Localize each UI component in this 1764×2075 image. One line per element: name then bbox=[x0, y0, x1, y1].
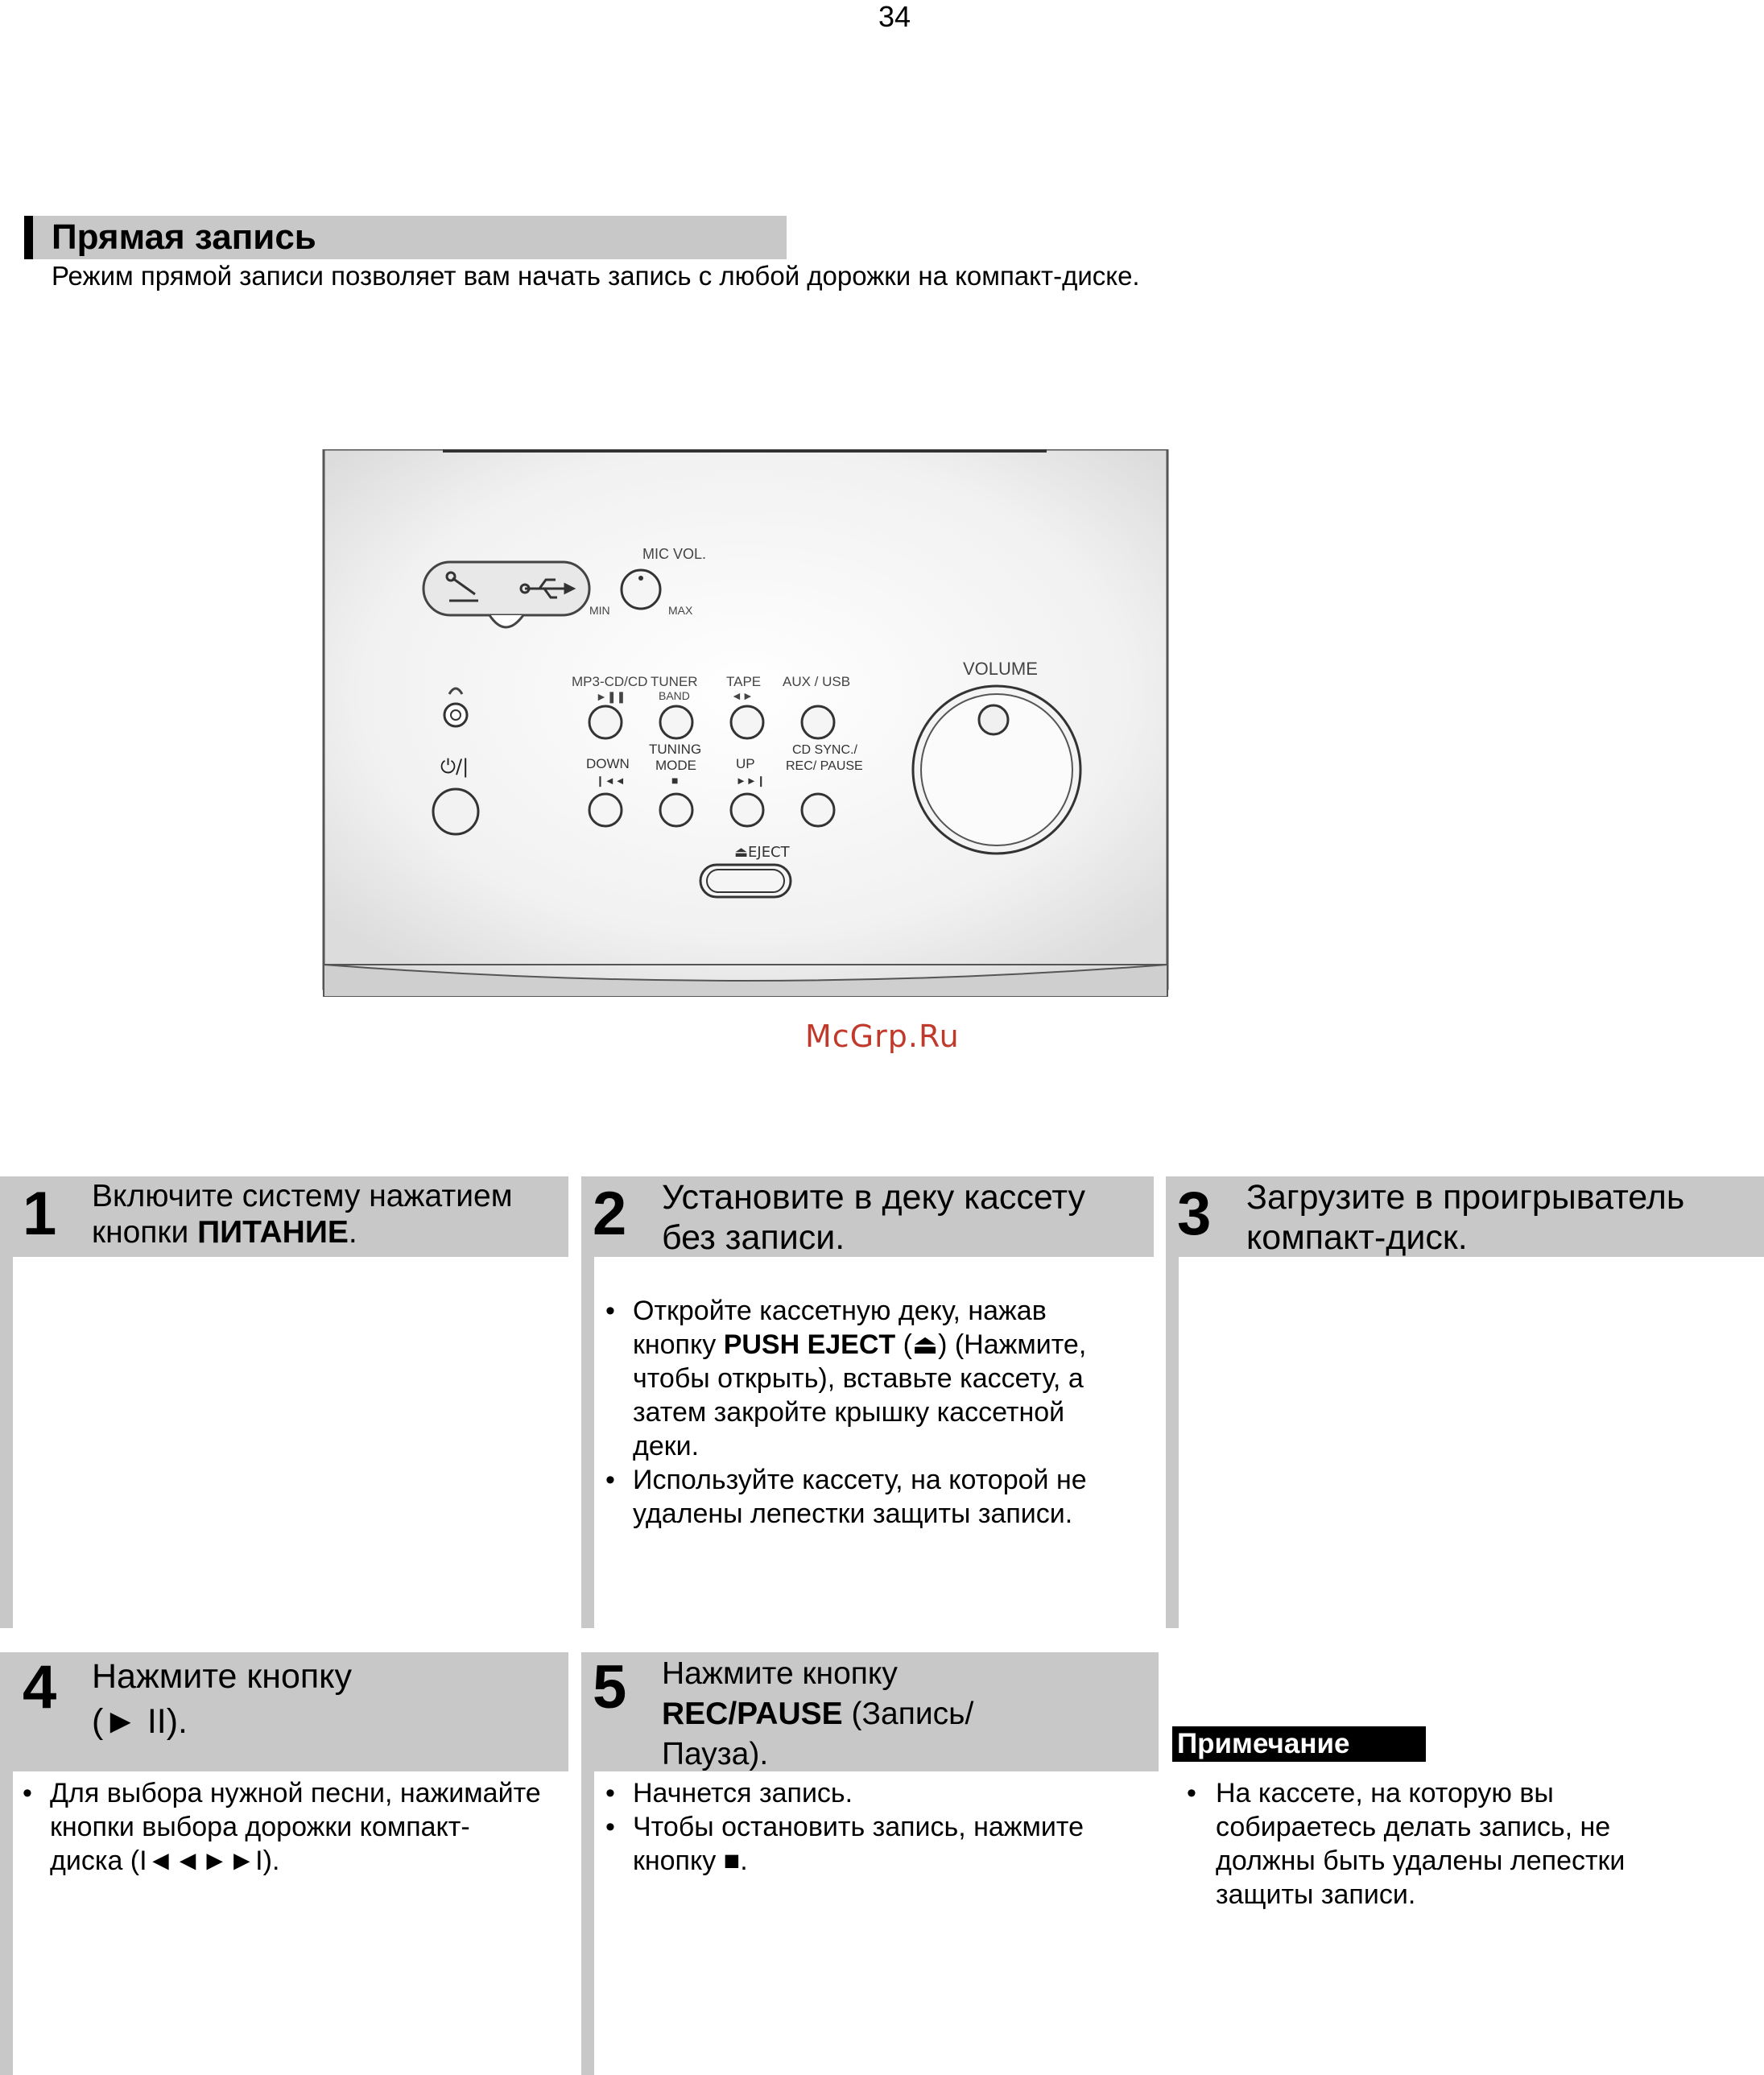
mic-vol-label: MIC VOL. bbox=[642, 546, 707, 562]
play-pause-icon: ►❚❚ bbox=[596, 690, 626, 703]
tape-button[interactable] bbox=[731, 706, 763, 738]
down-label: DOWN bbox=[586, 756, 630, 771]
cd-sync-label: CD SYNC./ bbox=[792, 743, 857, 757]
step-1-number: 1 bbox=[23, 1180, 57, 1248]
step-5-bullet-2: • Чтобы остановить запись, нажмите кнопку ■. bbox=[605, 1810, 1153, 1878]
rec-pause-label: REC/ PAUSE bbox=[786, 759, 863, 773]
eject-label: ⏏EJECT bbox=[734, 844, 790, 861]
tuning-mode-button[interactable] bbox=[660, 794, 692, 826]
section-title: Прямая запись bbox=[52, 217, 316, 257]
up-button[interactable] bbox=[731, 794, 763, 826]
stop-icon: ■ bbox=[671, 774, 679, 787]
tape-label: TAPE bbox=[726, 674, 762, 689]
skip-forward-icon: ►►❙ bbox=[736, 775, 766, 787]
step-2-bullets bbox=[605, 1294, 1153, 1531]
watermark-text: McGrp.Ru bbox=[805, 1019, 960, 1054]
step-3-side-bar bbox=[1166, 1257, 1179, 1628]
step-4-title: Нажмите кнопку (► II). bbox=[92, 1657, 352, 1741]
step-3-number: 3 bbox=[1177, 1180, 1212, 1248]
cd-sync-rec-pause-button[interactable] bbox=[802, 794, 834, 826]
mic-min-label: MIN bbox=[589, 604, 610, 617]
tuner-button[interactable] bbox=[660, 706, 692, 738]
note-label: Примечание bbox=[1172, 1726, 1426, 1762]
note-bullet-1: • На кассете, на которую вы собираетесь делать запись, не должны быть удалены лепестки защиты записи. bbox=[1187, 1776, 1750, 1912]
step-2-side-bar bbox=[581, 1257, 594, 1628]
page-number: 34 bbox=[878, 0, 911, 33]
down-button[interactable] bbox=[589, 794, 622, 826]
note-text bbox=[1187, 1776, 1750, 1912]
step-1-side-bar bbox=[0, 1257, 13, 1628]
step-4-bullet-1: • Для выбора нужной песни, нажимайте кнопки выбора дорожки компакт- диска (I◄◄►►I). bbox=[23, 1776, 570, 1878]
volume-label: VOLUME bbox=[963, 659, 1038, 679]
mic-max-label: MAX bbox=[668, 604, 693, 617]
step-2-title: Установите в деку кассету без записи. bbox=[662, 1178, 1086, 1257]
tuner-label: TUNER bbox=[651, 674, 698, 689]
mp3-cd-label: MP3-CD/CD bbox=[572, 674, 648, 689]
mp3-cd-button[interactable] bbox=[589, 706, 622, 738]
step-5-side-bar bbox=[581, 1771, 594, 2075]
mode-label: MODE bbox=[655, 758, 696, 773]
step-5-bullet-1: • Начнется запись. bbox=[605, 1776, 1153, 1810]
step-4-side-bar bbox=[0, 1771, 13, 2075]
step-5-bullets bbox=[605, 1776, 1153, 1878]
tuning-label: TUNING bbox=[649, 742, 702, 757]
step-4-number: 4 bbox=[23, 1653, 57, 1722]
section-title-marker bbox=[24, 216, 33, 259]
step-4-bullets bbox=[23, 1776, 570, 1878]
step-3-title: Загрузите в проигрыватель компакт-диск. bbox=[1246, 1178, 1685, 1257]
skip-back-icon: ❙◄◄ bbox=[596, 775, 626, 787]
step-5-number: 5 bbox=[593, 1653, 627, 1722]
step-5-title: Нажмите кнопку REC/PAUSE (Запись/ Пауза). bbox=[662, 1656, 974, 1771]
aux-usb-button[interactable] bbox=[802, 706, 834, 738]
step-1-title: Включите систему нажатием кнопки ПИТАНИЕ. bbox=[92, 1179, 513, 1250]
power-button[interactable] bbox=[433, 789, 478, 834]
step-2-bullet-2: • Используйте кассету, на которой не удалены лепестки защиты записи. bbox=[605, 1463, 1153, 1531]
up-label: UP bbox=[736, 756, 755, 771]
section-intro: Режим прямой записи позволяет вам начать запись с любой дорожки на компакт-диске. bbox=[52, 261, 1140, 291]
tape-direction-icon: ◄► bbox=[731, 689, 754, 702]
band-label: BAND bbox=[659, 689, 690, 702]
aux-usb-label: AUX / USB bbox=[783, 674, 851, 689]
device-front-panel bbox=[322, 449, 1169, 997]
step-2-number: 2 bbox=[593, 1180, 627, 1248]
power-label: ⏻/| bbox=[440, 755, 469, 778]
step-2-bullet-1: • Откройте кассетную деку, нажав кнопку PUSH EJECT (⏏) (Нажмите, чтобы открыть), вставьте кассету, а затем закройте крышку кассетной деки. bbox=[605, 1294, 1153, 1463]
